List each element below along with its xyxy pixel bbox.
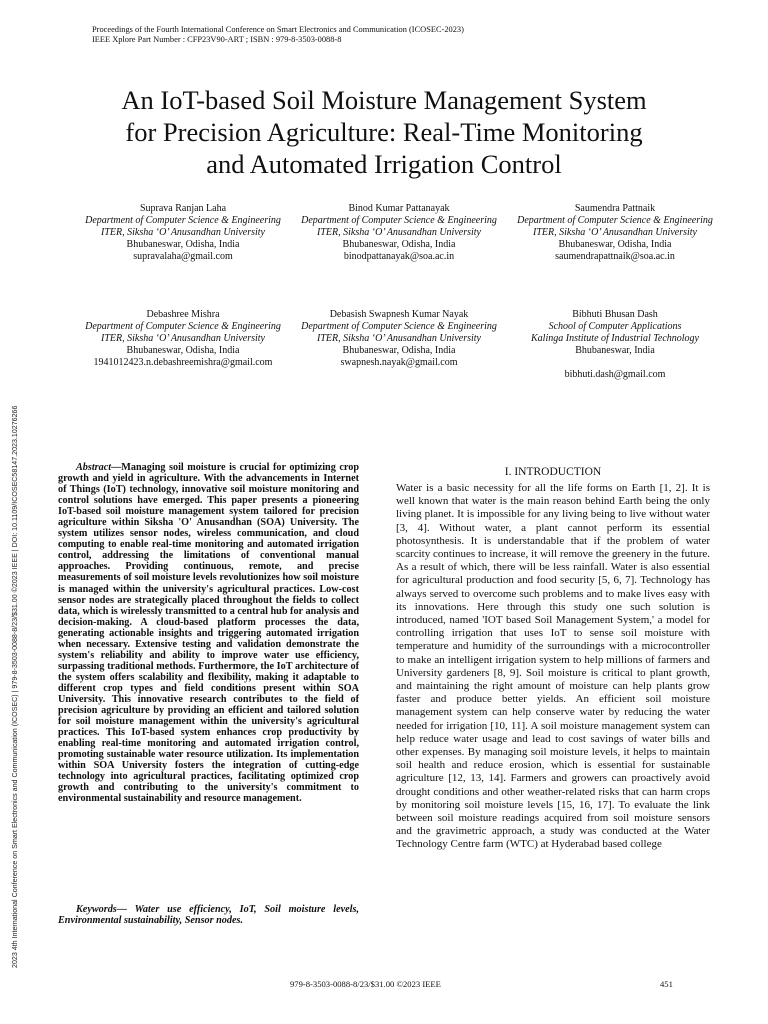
author-email: swapnesh.nayak@gmail.com — [340, 357, 458, 368]
author-location: Bhubaneswar, Odisha, India — [342, 239, 456, 250]
abstract — [58, 462, 359, 804]
author-institution: ITER, Siksha ‘O’ Anusandhan University — [101, 227, 265, 238]
title-line-3: and Automated Irrigation Control — [206, 149, 562, 179]
conference-header: Proceedings of the Fourth International Conference on Smart Electronics and Communication (ICOSEC-2023) — [92, 25, 464, 34]
author-block — [508, 203, 722, 263]
author-name: Binod Kumar Pattanayak — [348, 203, 450, 214]
author-name: Debasish Swapnesh Kumar Nayak — [329, 309, 469, 320]
introduction-text: Water is a basic necessity for all the life forms on Earth [1, 2]. It is well known that water is the main reason behind Earth being the only living planet. It is impossible for any living being to live without water [3, 4]. Without water, a plant cannot perform its essential photosynthesis. It is understandable that if the problem of water scarcity continues to increase, it will remove the greenery in the future. As a result of which, there will be less rainfall. Water is also essential for agricultural production and food security [5, 6, 7]. Technology has always served to overcome such problems and to make lives easy with its innovations. Here through this study one such solution is introduced, named 'IOT based Soil Management System,' a model for controlling irrigation that uses IoT to sense soil moisture with temperature and humidity of the surroundings with a microcontroller to make an intelligent irrigation system to help millions of farmers and University gardeners [8, 9]. Soil moisture is critical to plant growth, and maintaining the right amount of moisture can help plants grow faster and produce better yields. An efficient soil moisture management system can help conserve water by reducing the water needed for irrigation [10, 11]. A soil moisture management system can help reduce water usage and lead to cost savings of water bills and other expenses. By managing soil moisture levels, it helps to maintain soil health and reduce erosion, which is essential for sustainable agriculture [12, 13, 14]. Farmers and growers can proactively avoid drought conditions and other weather-related risks that can harm crops by monitoring soil moisture levels [15, 16, 17]. To evaluate the link between soil moisture readings acquired from soil moisture sensors and the gravimetric approach, a study was conducted at the Water Technology Centre farm (WTC) at Hyderabad based college — [396, 482, 710, 851]
author-location: Bhubaneswar, India — [575, 345, 655, 356]
author-email: binodpattanayak@soa.ac.in — [343, 251, 455, 262]
author-email: 1941012423.n.debashreemishra@gmail.com — [93, 357, 273, 368]
section-heading-introduction: I. INTRODUCTION — [504, 466, 602, 478]
author-block — [508, 309, 722, 381]
author-institution: ITER, Siksha ‘O’ Anusandhan University — [101, 333, 265, 344]
author-email: bibhuti.dash@gmail.com — [564, 369, 666, 380]
author-institution: ITER, Siksha ‘O’ Anusandhan University — [317, 333, 481, 344]
author-institution: ITER, Siksha ‘O’ Anusandhan University — [317, 227, 481, 238]
author-block — [76, 203, 290, 263]
title-line-2: for Precision Agriculture: Real-Time Monitoring — [125, 117, 643, 147]
footer-copyright: 979-8-3503-0088-8/23/$31.00 ©2023 IEEE — [290, 979, 441, 989]
author-location: Bhubaneswar, Odisha, India — [126, 345, 240, 356]
keywords-text: Water use efficiency, IoT, Soil moisture levels, Environmental sustainability, Sensor nodes. — [58, 904, 359, 927]
author-department: Department of Computer Science & Engineering — [85, 215, 281, 226]
author-name: Saumendra Pattnaik — [574, 203, 656, 214]
author-department: School of Computer Applications — [548, 321, 682, 332]
doi-sidebar: 2023 4th International Conference on Smart Electronics and Communication (ICOSEC) | 979-8-3503-0088-8/23/$31.00 ©2023 IEEE | DOI: 10.1109/ICOSEC58147.2023.10276266 — [11, 405, 19, 968]
author-department: Department of Computer Science & Engineering — [301, 321, 497, 332]
paper-title — [40, 84, 728, 180]
author-department: Department of Computer Science & Engineering — [85, 321, 281, 332]
author-email: supravalaha@gmail.com — [133, 251, 233, 262]
author-block — [292, 203, 506, 263]
author-name: Debashree Mishra — [146, 309, 220, 320]
title-line-1: An IoT-based Soil Moisture Management System — [121, 85, 647, 115]
part-number-header: IEEE Xplore Part Number : CFP23V90-ART ; ISBN : 979-8-3503-0088-8 — [92, 35, 342, 44]
author-name: Bibhuti Bhusan Dash — [572, 309, 658, 320]
author-location: Bhubaneswar, Odisha, India — [342, 345, 456, 356]
author-name: Suprava Ranjan Laha — [139, 203, 227, 214]
keywords-label: Keywords— — [76, 904, 127, 915]
abstract-text: —Managing soil moisture is crucial for optimizing crop growth and yield in agriculture. With the advancements in Internet of Things (IoT) technology, innovative soil moisture monitoring and control solutions have emerged. This paper presents a pioneering IoT-based soil moisture management system tailored for precision agriculture within Siksha 'O' Anusandhan (SOA) University. The system utilizes sensor nodes, wireless communication, and cloud computing to enable real-time monitoring and automated irrigation control, addressing the limitations of conventional manual approaches. Providing continuous, remote, and precise measurements of soil moisture levels revolutionizes how soil moisture is managed within the university's agricultural practices. Low-cost sensor nodes are strategically placed throughout the fields to collect data, which is wirelessly transmitted to a central hub for analysis and decision-making. A cloud-based platform processes the data, generating actionable insights and triggering automated irrigation when necessary. Extensive testing and validation demonstrate the system's reliability and ability to improve water use efficiency, surpassing traditional methods. Furthermore, the IoT architecture of the system offers scalability and flexibility, making it adaptable to different crop types and field conditions present within SOA University. This innovative research contributes to the field of precision agriculture by providing an efficient and tailored solution for soil moisture management within the university's agricultural practices. This IoT-based system enhances crop productivity by enabling real-time monitoring and automated irrigation control, promoting sustainable water resource utilization. Its implementation within SOA University fosters the integration of cutting-edge technology into agricultural practices, facilitating optimized crop growth and contributing to the university's commitment to environmental sustainability and resource management. — [58, 462, 359, 805]
author-department: Department of Computer Science & Engineering — [517, 215, 713, 226]
author-institution: Kalinga Institute of Industrial Technology — [531, 333, 699, 344]
author-institution: ITER, Siksha ‘O’ Anusandhan University — [533, 227, 697, 238]
author-location: Bhubaneswar, Odisha, India — [558, 239, 672, 250]
keywords — [58, 904, 359, 926]
author-block — [76, 309, 290, 369]
page-number: 451 — [660, 979, 673, 989]
abstract-label: Abstract — [76, 462, 112, 473]
author-location: Bhubaneswar, Odisha, India — [126, 239, 240, 250]
author-email: saumendrapattnaik@soa.ac.in — [555, 251, 675, 262]
author-department: Department of Computer Science & Engineering — [301, 215, 497, 226]
author-block — [292, 309, 506, 369]
